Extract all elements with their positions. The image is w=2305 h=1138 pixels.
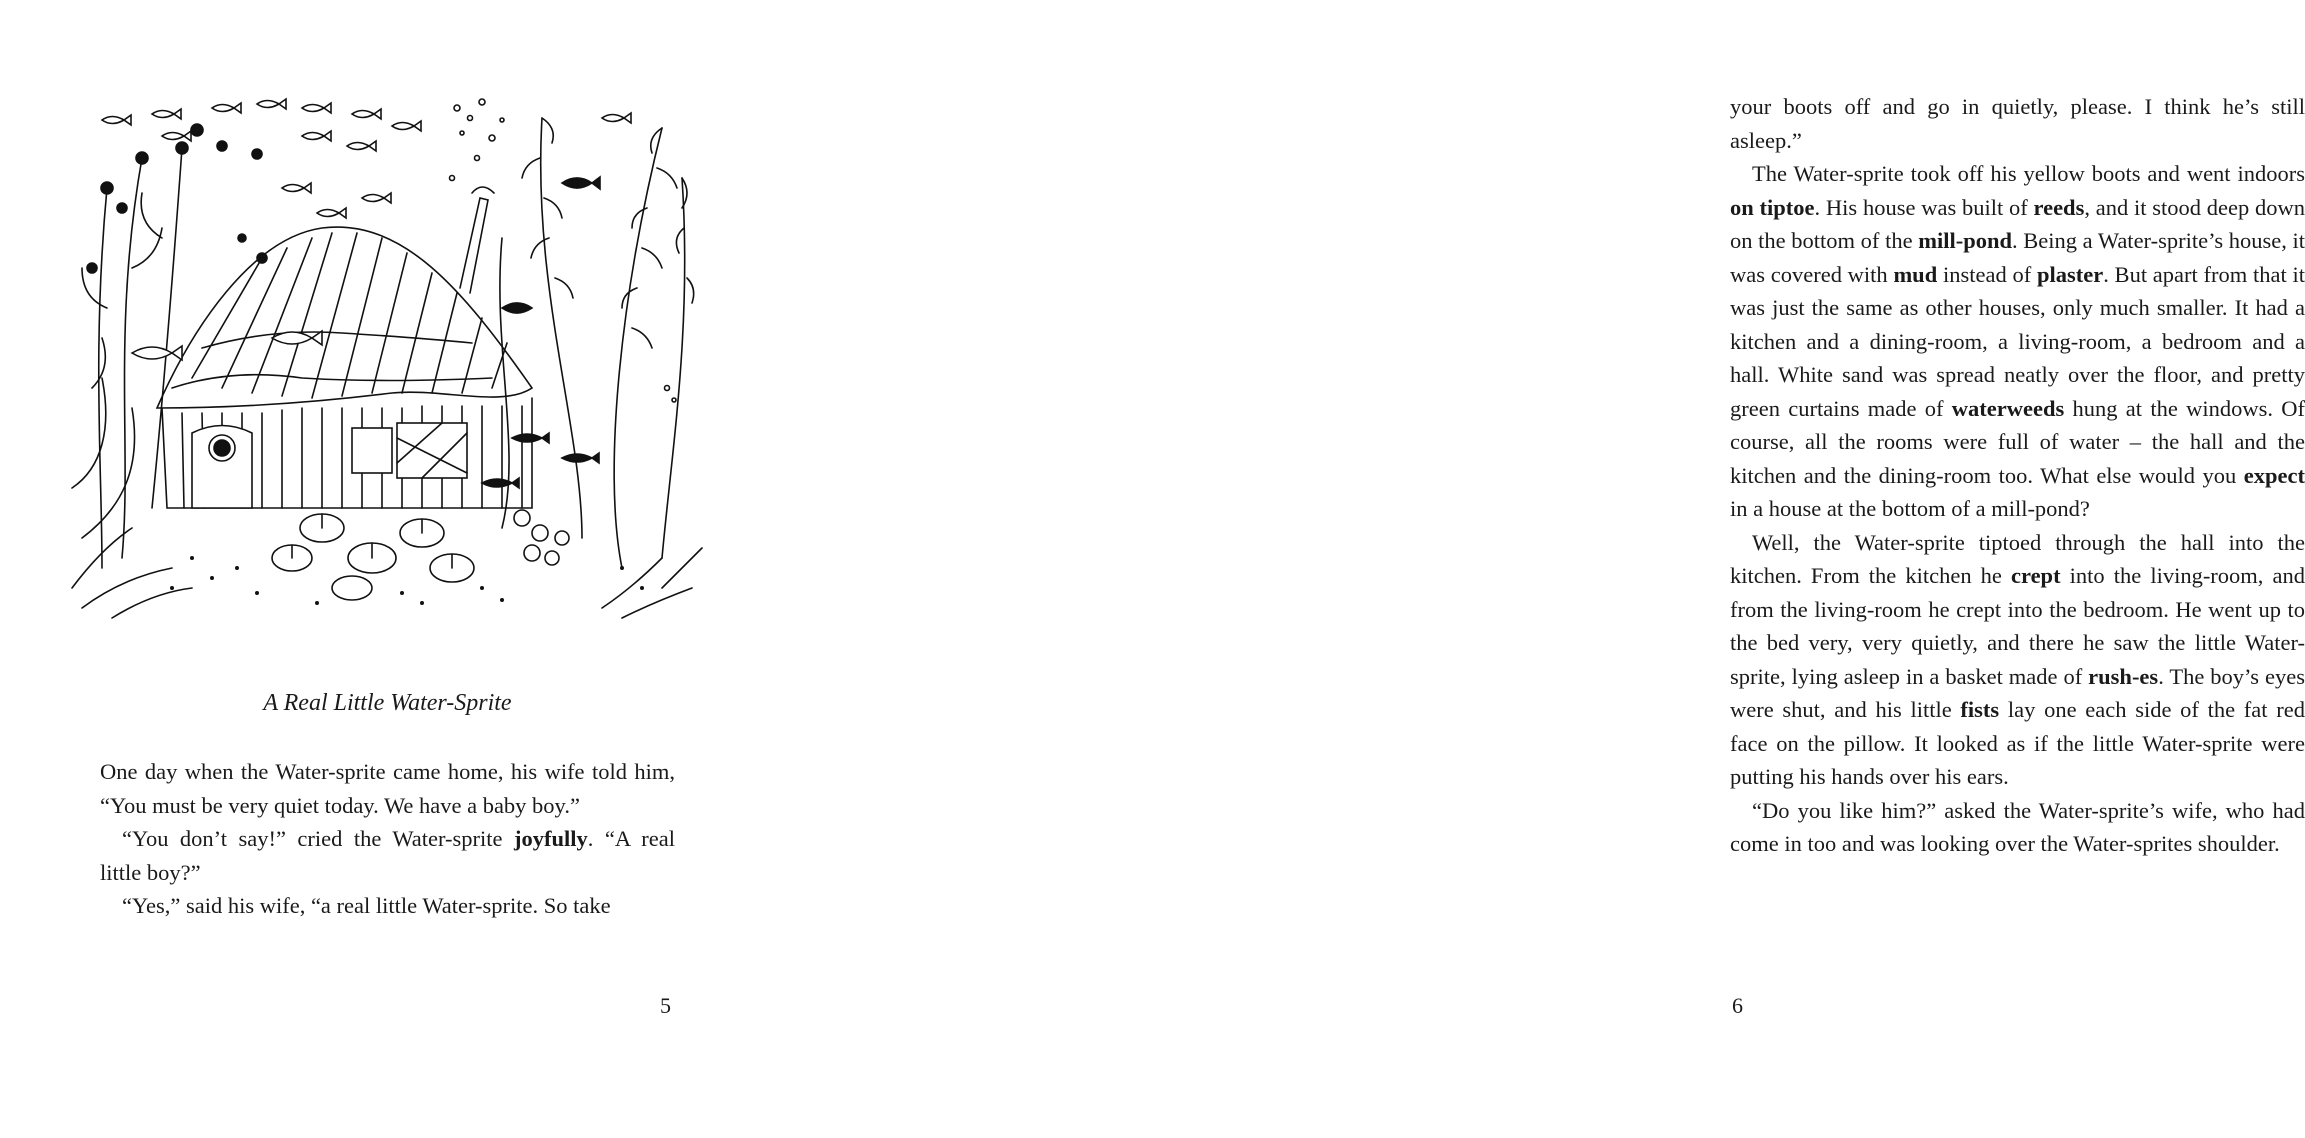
vocabulary-word: mud — [1893, 261, 1938, 287]
paragraph — [1730, 794, 2305, 861]
left-plants-icon — [72, 148, 182, 568]
paragraph — [1730, 526, 2305, 794]
vocabulary-word: crept — [2011, 563, 2061, 588]
text-run: . But apart from that it was just the same as other houses, only much smaller. It had a kitchen and a dining-room, a living-room, a bedroom and a hall. White sand was spread neatly over the floor, and pretty green curtains made of — [1730, 261, 2305, 421]
text-run: Well, the Water-sprite tiptoed through the hall into the kitchen. From the kitchen he — [1730, 529, 2305, 588]
text-run: lay one each side of the fat red face on the pillow. It looked as if the little Water-sprite were putting his hands over his ears. — [1730, 697, 2305, 789]
flowers-icon — [87, 124, 267, 273]
vocabulary-word: mill-pond — [1918, 228, 2012, 253]
chimney-icon — [460, 187, 494, 293]
text-run: into the living-room, and from the living-room he crept into the bedroom. He went up to the bed very, very quietly, and there he saw the little Water-sprite, lying asleep in a basket made of — [1730, 563, 2305, 689]
vocabulary-word: expect — [2243, 462, 2305, 488]
vocabulary-word: fists — [1960, 697, 2000, 722]
text-run: . “A real little boy?” — [100, 826, 675, 885]
vocabulary-word: waterweeds — [1951, 395, 2065, 421]
left-page — [0, 0, 800, 1138]
grass-icon — [72, 528, 702, 618]
bubbles-icon — [450, 99, 677, 402]
text-run: in a house at the bottom of a mill-pond? — [1730, 496, 2090, 521]
hut-roof-icon — [157, 227, 532, 408]
text-run: hung at the windows. Of course, all the rooms were full of water – the hall and the kitchen and the dining-room too. What else would you — [1730, 395, 2305, 488]
vocabulary-word: rush-es — [2088, 663, 2159, 689]
text-run: instead of — [1937, 261, 2037, 287]
text-run: your boots off and go in quietly, please. I think he’s still asleep.” — [1730, 94, 2305, 153]
vocabulary-word: on tiptoe — [1730, 194, 1815, 220]
text-run: “Do you like him?” asked the Water-sprite’s wife, who had come in too and was looking over the Water-sprites shoulder. — [1730, 797, 2305, 856]
hut-drawing — [62, 88, 712, 628]
paragraph — [100, 889, 675, 923]
chapter-title: A Real Little Water-Sprite — [263, 690, 512, 716]
text-run: . Being a Water-sprite’s house, it was covered with — [1730, 228, 2305, 287]
right-page — [800, 0, 2305, 1138]
text-run: . His house was built of — [1814, 194, 2034, 220]
text-run: “You don’t say!” cried the Water-sprite — [122, 826, 514, 851]
text-run: The Water-sprite took off his yellow boots and went indoors — [1752, 161, 2305, 186]
page-number-right: 6 — [1732, 993, 1743, 1018]
hut-illustration — [62, 88, 712, 628]
text-run: , and it stood deep down on the bottom of the — [1730, 194, 2305, 253]
page-number-left: 5 — [660, 993, 671, 1018]
paragraph — [100, 755, 675, 822]
hut-door-icon — [192, 426, 252, 509]
left-page-body — [100, 755, 675, 923]
vocabulary-word: reeds — [2033, 194, 2085, 220]
ground-dots-icon — [170, 556, 644, 605]
vocabulary-word: joyfully — [513, 826, 588, 851]
text-run: “Yes,” said his wife, “a real little Water-sprite. So take — [122, 893, 611, 918]
hut-windows-icon — [352, 423, 467, 478]
right-page-body — [1730, 90, 2305, 861]
paragraph — [1730, 157, 2305, 526]
vocabulary-word: plaster — [2036, 261, 2104, 287]
text-run: . The boy’s eyes were shut, and his little — [1730, 663, 2305, 722]
lily-pads-icon — [272, 510, 569, 600]
paragraph — [100, 822, 675, 889]
text-run: One day when the Water-sprite came home, his wife told him, “You must be very quiet today. We have a baby boy.” — [100, 759, 675, 818]
paragraph — [1730, 90, 2305, 157]
